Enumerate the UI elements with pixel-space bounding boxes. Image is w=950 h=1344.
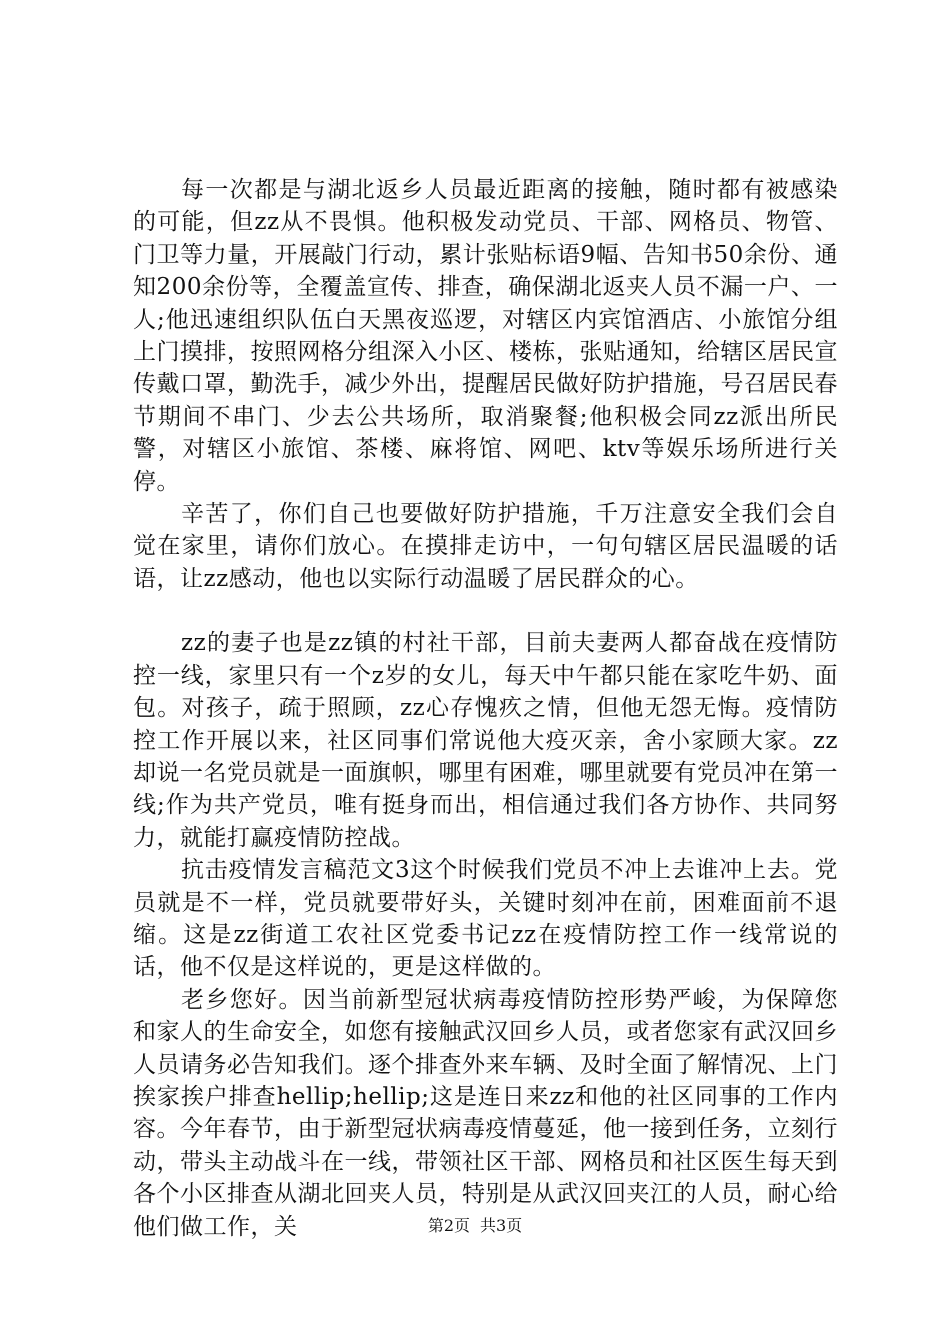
page-total: 共3页 <box>480 1216 523 1235</box>
paragraph-3: zz的妻子也是zz镇的村社干部，目前夫妻两人都奋战在疫情防控一线，家里只有一个z岁的女儿，每天中午都只能在家吃牛奶、面包。对孩子，疏于照顾，zz心存愧疚之情，但他无怨无悔。疫情防控工作开展以来，社区同事们常说他大疫灭亲，舍小家顾大家。zz却说一名党员就是一面旗帜，哪里有困难，哪里就要有党员冲在第一线;作为共产党员，唯有挺身而出，相信通过我们各方协作、共同努力，就能打赢疫情防控战。 <box>133 630 838 851</box>
paragraph-5: 老乡您好。因当前新型冠状病毒疫情防控形势严峻，为保障您和家人的生命安全，如您有接触武汉回乡人员，或者您家有武汉回乡人员请务必告知我们。逐个排查外来车辆、及时全面了解情况、上门挨家挨户排查hellip;hellip;这是连日来zz和他的社区同事的工作内容。今年春节，由于新型冠状病毒疫情蔓延，他一接到任务，立刻行动，带头主动战斗在一线，带领社区干部、网格员和社区医生每天到各个小区排查从湖北回夹人员，特别是从武汉回夹江的人员，耐心给他们做工作，关 <box>133 986 838 1240</box>
paragraph-4: 抗击疫情发言稿范文3这个时候我们党员不冲上去谁冲上去。党员就是不一样，党员就要带好头，关键时刻冲在前，困难面前不退缩。这是zz街道工农社区党委书记zz在疫情防控工作一线常说的话，他不仅是这样说的，更是这样做的。 <box>133 857 838 981</box>
paragraph-gap <box>133 595 838 627</box>
paragraph-2: 辛苦了，你们自己也要做好防护措施，千万注意安全我们会自觉在家里，请你们放心。在摸排走访中，一句句辖区居民温暖的话语，让zz感动，他也以实际行动温暖了居民群众的心。 <box>133 501 838 592</box>
document-body <box>133 174 838 1243</box>
page-number: 第2页 <box>427 1216 470 1235</box>
page-footer <box>0 1216 950 1236</box>
paragraph-1: 每一次都是与湖北返乡人员最近距离的接触，随时都有被感染的可能，但zz从不畏惧。他积极发动党员、干部、网格员、物管、门卫等力量，开展敲门行动，累计张贴标语9幅、告知书50余份、通知200余份等，全覆盖宣传、排查，确保湖北返夹人员不漏一户、一人;他迅速组织队伍白天黑夜巡逻，对辖区内宾馆酒店、小旅馆分组上门摸排，按照网格分组深入小区、楼栋，张贴通知，给辖区居民宣传戴口罩，勤洗手，减少外出，提醒居民做好防护措施，号召居民春节期间不串门、少去公共场所，取消聚餐;他积极会同zz派出所民警，对辖区小旅馆、茶楼、麻将馆、网吧、ktv等娱乐场所进行关停。 <box>133 177 838 495</box>
